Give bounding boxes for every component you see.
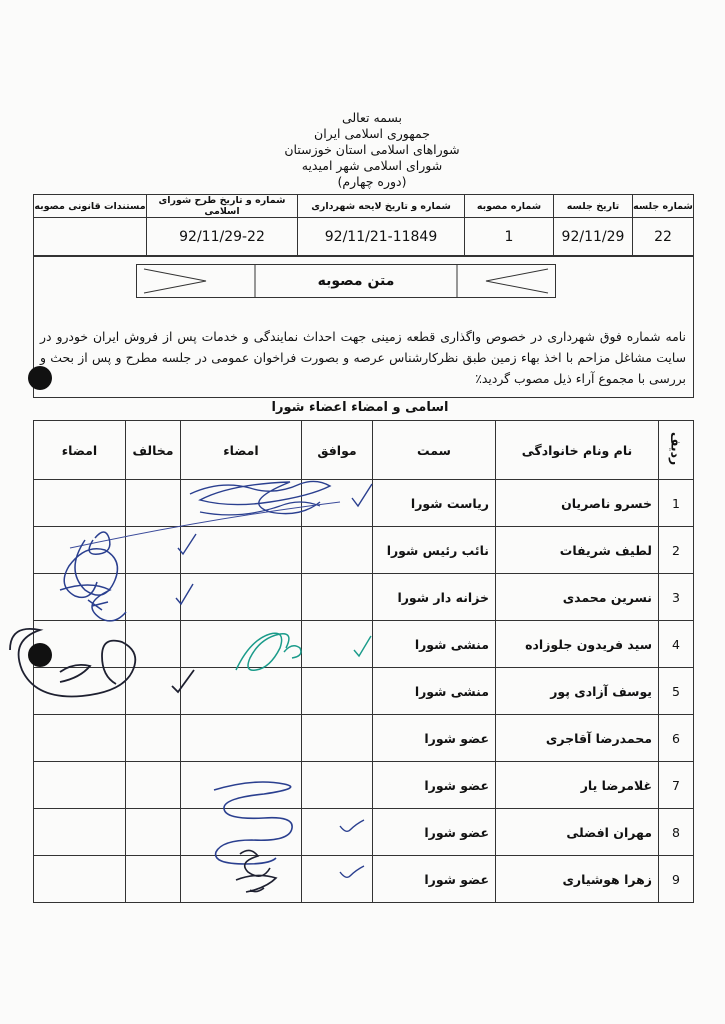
session-date: 92/11/29: [554, 218, 633, 256]
row-number: 3: [659, 574, 694, 621]
oppose-cell: [126, 480, 181, 527]
header-resolution-number: شماره مصوبه: [465, 195, 554, 218]
row-number: 5: [659, 668, 694, 715]
agree-cell: [302, 621, 373, 668]
header-oppose: مخالف: [126, 421, 181, 480]
header-country: جمهوری اسلامی ایران: [314, 126, 430, 141]
sign-cell: [181, 527, 302, 574]
row-number: 8: [659, 809, 694, 856]
oppose-cell: [126, 527, 181, 574]
header-agree: موافق: [302, 421, 373, 480]
agree-cell: [302, 668, 373, 715]
member-role: نائب رئیس شورا: [373, 527, 496, 574]
agree-cell: [302, 809, 373, 856]
oppose-cell: [126, 809, 181, 856]
header-sign-oppose: امضاء: [34, 421, 126, 480]
member-role: عضو شورا: [373, 809, 496, 856]
row-number: 6: [659, 715, 694, 762]
table-row: [34, 574, 694, 621]
oppose-cell: [126, 715, 181, 762]
member-name: لطیف شریفات: [496, 527, 659, 574]
members-title: اسامی و امضاء اعضاء شورا: [271, 400, 449, 415]
header-city-council: شورای اسلامی شهر امیدیه: [301, 158, 443, 173]
sign-cell: [181, 668, 302, 715]
sign-cell: [34, 809, 126, 856]
table-row: [34, 621, 694, 668]
sign-cell: [34, 715, 126, 762]
sign-cell: [181, 762, 302, 809]
row-number: 1: [659, 480, 694, 527]
member-role: منشی شورا: [373, 621, 496, 668]
table-row: [34, 668, 694, 715]
member-role: خزانه دار شورا: [373, 574, 496, 621]
municipality-bill: 92/11/21-11849: [298, 218, 465, 256]
header-session-date: تاریخ جلسه: [554, 195, 633, 218]
sign-cell: [181, 574, 302, 621]
oppose-cell: [126, 668, 181, 715]
sign-cell: [181, 715, 302, 762]
sign-cell: [34, 574, 126, 621]
member-name: سید فریدون جلوزاده: [496, 621, 659, 668]
basmala: بسمه تعالی: [341, 110, 403, 125]
member-name: نسرین محمدی: [496, 574, 659, 621]
table-row: [34, 527, 694, 574]
sign-cell: [181, 621, 302, 668]
oppose-cell: [126, 574, 181, 621]
table-row: [34, 762, 694, 809]
table-row: [34, 715, 694, 762]
session-number: 22: [633, 218, 694, 256]
header-council-plan: شماره و تاریخ طرح شورای اسلامی: [147, 195, 298, 218]
members-table: [33, 420, 694, 903]
agree-cell: [302, 574, 373, 621]
member-role: ریاست شورا: [373, 480, 496, 527]
sign-cell: [181, 856, 302, 903]
sign-cell: [34, 621, 126, 668]
member-name: مهران افضلی: [496, 809, 659, 856]
header-municipality-bill: شماره و تاریخ لایحه شهرداری: [298, 195, 465, 218]
oppose-cell: [126, 856, 181, 903]
sign-cell: [181, 809, 302, 856]
member-role: عضو شورا: [373, 762, 496, 809]
header-legal-basis: مستندات قانونی مصوبه: [34, 195, 147, 218]
agree-cell: [302, 527, 373, 574]
table-row: [34, 809, 694, 856]
sign-cell: [34, 527, 126, 574]
row-number: 9: [659, 856, 694, 903]
oppose-cell: [126, 762, 181, 809]
agree-cell: [302, 762, 373, 809]
table-row: [34, 480, 694, 527]
sign-cell: [34, 762, 126, 809]
legal-basis: [34, 218, 147, 256]
agree-cell: [302, 715, 373, 762]
header-row: ردیف: [659, 421, 694, 480]
member-role: عضو شورا: [373, 856, 496, 903]
resolution-number: 1: [465, 218, 554, 256]
resolution-info-table: [33, 194, 694, 256]
header-period: (دوره چهارم): [337, 174, 407, 189]
row-number: 4: [659, 621, 694, 668]
agree-cell: [302, 856, 373, 903]
sign-cell: [34, 480, 126, 527]
resolution-title: متن مصوبه: [317, 273, 395, 289]
table-row: [34, 856, 694, 903]
resolution-body: نامه شماره فوق شهرداری در خصوص واگذاری قطعه زمینی جهت احداث نمایندگی و خدمات پس از فروش ایران خودرو در سایت مشاغل مزاحم با اخذ بهاء زمین طبق نظرکارشناس عرصه و بصورت فراخوان عمومی در جلسه مطرح و پس از بحث و بررسی با مجموع آراء ذیل مصوب گردید٪: [40, 329, 686, 386]
member-name: خسرو ناصریان: [496, 480, 659, 527]
header-role: سمت: [373, 421, 496, 480]
sign-cell: [34, 856, 126, 903]
member-name: زهرا هوشیاری: [496, 856, 659, 903]
sign-cell: [34, 668, 126, 715]
row-number: 2: [659, 527, 694, 574]
member-role: عضو شورا: [373, 715, 496, 762]
council-plan: 92/11/29-22: [147, 218, 298, 256]
header-province-councils: شوراهای اسلامی استان خوزستان: [284, 142, 460, 157]
member-name: محمدرضا آقاجری: [496, 715, 659, 762]
member-name: یوسف آزادی پور: [496, 668, 659, 715]
member-role: منشی شورا: [373, 668, 496, 715]
header-session-number: شماره جلسه: [633, 195, 694, 218]
row-number: 7: [659, 762, 694, 809]
header-name: نام ونام خانوادگی: [496, 421, 659, 480]
oppose-cell: [126, 621, 181, 668]
member-name: غلامرضا یار: [496, 762, 659, 809]
agree-cell: [302, 480, 373, 527]
header-sign-agree: امضاء: [181, 421, 302, 480]
sign-cell: [181, 480, 302, 527]
